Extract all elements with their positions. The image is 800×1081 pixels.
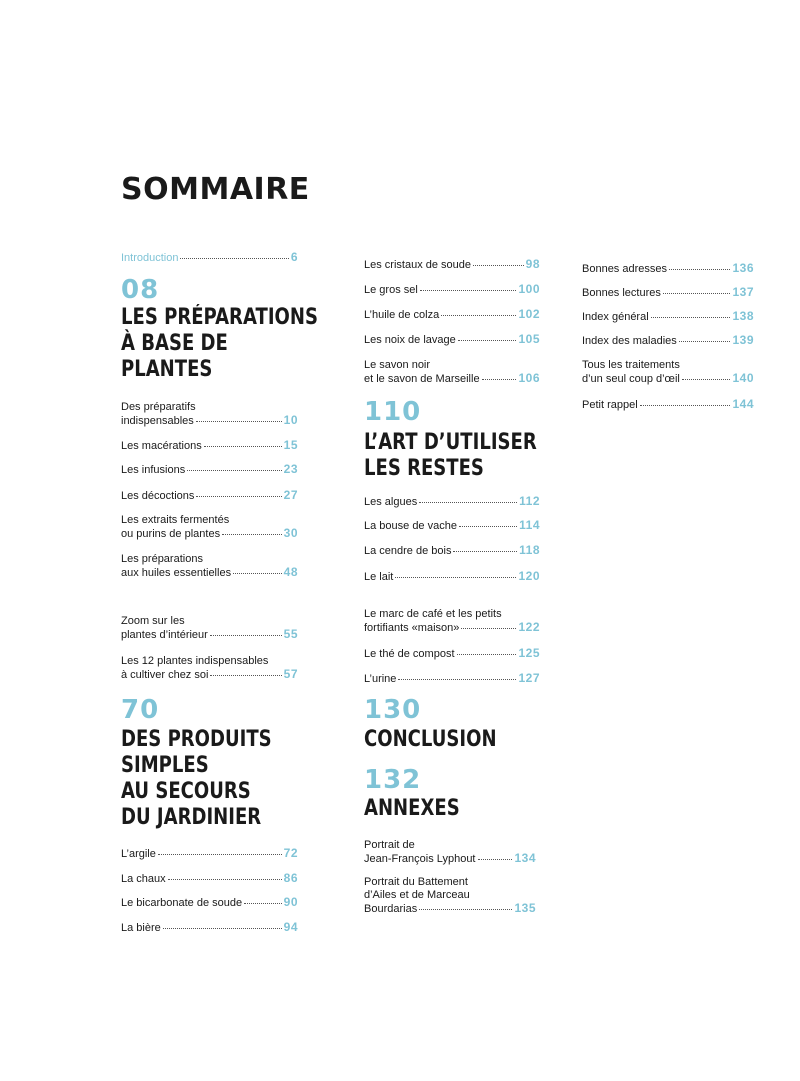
- toc-entry[interactable]: [121, 463, 298, 477]
- toc-entry[interactable]: [364, 876, 536, 916]
- toc-entry[interactable]: [121, 439, 298, 453]
- dot-leader: [210, 675, 281, 676]
- dot-leader: [459, 526, 517, 527]
- toc-label: La chaux: [121, 873, 166, 885]
- dot-leader: [163, 928, 282, 929]
- toc-label: Les 12 plantes indispensables: [121, 655, 269, 667]
- dot-leader: [419, 909, 512, 910]
- toc-entry[interactable]: [121, 401, 298, 428]
- toc-page: 144: [732, 397, 754, 411]
- toc-label: fortifiants «maison»: [364, 622, 460, 634]
- toc-label: L’urine: [364, 673, 397, 685]
- dot-leader: [222, 534, 282, 535]
- toc-label: d’un seul coup d’œil: [582, 373, 680, 385]
- dot-leader: [395, 577, 516, 578]
- toc-label: Le lait: [364, 571, 394, 583]
- section-number: 132: [364, 765, 422, 795]
- dot-leader: [204, 446, 282, 447]
- section-title: CONCLUSION: [364, 727, 497, 752]
- toc-label: Les cristaux de soude: [364, 259, 472, 271]
- toc-page: 55: [283, 627, 298, 641]
- toc-label: d’Ailes et de Marceau: [364, 889, 470, 901]
- toc-page: 90: [283, 895, 298, 909]
- toc-entry[interactable]: [364, 647, 540, 661]
- toc-entry[interactable]: [121, 615, 298, 642]
- dot-leader: [640, 405, 731, 406]
- toc-entry[interactable]: [364, 359, 540, 386]
- toc-label: Le bicarbonate de soude: [121, 897, 243, 909]
- dot-leader: [168, 879, 282, 880]
- toc-label: La cendre de bois: [364, 545, 452, 557]
- toc-page: 140: [732, 371, 754, 385]
- section-title-line: L’ART D’UTILISER: [364, 430, 537, 455]
- dot-leader: [158, 854, 282, 855]
- toc-entry[interactable]: [582, 398, 754, 412]
- dot-leader: [473, 265, 524, 266]
- toc-page: 86: [283, 871, 298, 885]
- section-title-line: AU SECOURS: [121, 779, 251, 804]
- dot-leader: [457, 654, 517, 655]
- section-title-line: SIMPLES: [121, 753, 209, 778]
- toc-label: Portrait de: [364, 839, 415, 851]
- dot-leader: [651, 317, 731, 318]
- toc-entry[interactable]: [364, 672, 540, 686]
- toc-page: 134: [514, 851, 536, 865]
- toc-label: L’huile de colza: [364, 309, 440, 321]
- section-title: ANNEXES: [364, 796, 460, 821]
- toc-label: Zoom sur les: [121, 615, 185, 627]
- dot-leader: [682, 379, 731, 380]
- dot-leader: [196, 496, 281, 497]
- toc-label: Les noix de lavage: [364, 334, 456, 346]
- toc-entry[interactable]: [121, 896, 298, 910]
- toc-entry[interactable]: [582, 310, 754, 324]
- toc-page: 6: [290, 250, 298, 264]
- section-title: [121, 305, 318, 383]
- toc-entry[interactable]: [364, 283, 540, 297]
- toc-entry[interactable]: [121, 872, 298, 886]
- toc-label: Jean-François Lyphout: [364, 853, 476, 865]
- toc-page: 94: [283, 920, 298, 934]
- toc-entry[interactable]: [364, 570, 540, 584]
- dot-leader: [461, 628, 516, 629]
- dot-leader: [478, 859, 513, 860]
- toc-entry[interactable]: [121, 655, 298, 682]
- dot-leader: [210, 635, 282, 636]
- toc-entry[interactable]: [364, 333, 540, 347]
- toc-label: et le savon de Marseille: [364, 373, 480, 385]
- section-title: [121, 727, 272, 831]
- dot-leader: [180, 258, 288, 259]
- toc-label: Les décoctions: [121, 490, 195, 502]
- dot-leader: [187, 470, 281, 471]
- dot-leader: [196, 421, 282, 422]
- dot-leader: [669, 269, 730, 270]
- toc-page: 106: [518, 371, 540, 385]
- toc-label: aux huiles essentielles: [121, 567, 232, 579]
- toc-label: Des préparatifs: [121, 401, 196, 413]
- toc-entry[interactable]: [364, 519, 540, 533]
- toc-page: 48: [283, 565, 298, 579]
- dot-leader: [233, 573, 282, 574]
- section-title-line: DU JARDINIER: [121, 805, 262, 830]
- toc-entry[interactable]: [121, 921, 298, 935]
- toc-page: 23: [283, 462, 298, 476]
- toc-label: ou purins de plantes: [121, 528, 221, 540]
- dot-leader: [458, 340, 517, 341]
- toc-label: à cultiver chez soi: [121, 669, 209, 681]
- toc-label: Les infusions: [121, 464, 186, 476]
- section-number: 08: [121, 275, 160, 305]
- toc-page: 10: [283, 413, 298, 427]
- toc-label: La bouse de vache: [364, 520, 457, 532]
- toc-entry[interactable]: [582, 359, 754, 386]
- toc-page: 112: [519, 494, 540, 508]
- toc-page: 136: [732, 261, 754, 275]
- toc-page: 98: [525, 257, 540, 271]
- toc-page: 137: [732, 285, 754, 299]
- toc-page: 127: [518, 671, 540, 685]
- toc-page: 57: [283, 667, 298, 681]
- toc-label: Petit rappel: [582, 399, 638, 411]
- toc-label: La bière: [121, 922, 161, 934]
- toc-page: 135: [514, 901, 536, 915]
- dot-leader: [679, 341, 731, 342]
- toc-label: L’argile: [121, 848, 156, 860]
- toc-page: 102: [518, 307, 540, 321]
- toc-label: Le marc de café et les petits: [364, 608, 502, 620]
- dot-leader: [441, 315, 516, 316]
- toc-entry-introduction[interactable]: [121, 251, 298, 265]
- toc-label: Les extraits fermentés: [121, 514, 230, 526]
- toc-label: Les préparations: [121, 553, 203, 565]
- toc-page: 27: [283, 488, 298, 502]
- toc-entry[interactable]: [364, 495, 540, 509]
- toc-label: Bonnes lectures: [582, 287, 661, 299]
- section-title: [364, 430, 537, 482]
- toc-page: 72: [283, 846, 298, 860]
- section-number: 110: [364, 397, 422, 427]
- toc-entry[interactable]: [364, 258, 540, 272]
- toc-page: 15: [283, 438, 298, 452]
- toc-entry[interactable]: [364, 544, 540, 558]
- toc-page: 120: [518, 569, 540, 583]
- toc-label: Les macérations: [121, 440, 202, 452]
- toc-entry[interactable]: [364, 308, 540, 322]
- dot-leader: [663, 293, 731, 294]
- toc-entry[interactable]: [364, 839, 536, 866]
- toc-page: 114: [519, 518, 540, 532]
- toc-entry[interactable]: [121, 489, 298, 503]
- toc-label: Portrait du Battement: [364, 876, 468, 888]
- toc-label: Introduction: [121, 252, 179, 264]
- toc-entry[interactable]: [121, 553, 298, 580]
- toc-page: 105: [518, 332, 540, 346]
- toc-label: Index des maladies: [582, 335, 677, 347]
- toc-label: Le gros sel: [364, 284, 418, 296]
- section-title-line: PLANTES: [121, 357, 213, 382]
- dot-leader: [453, 551, 517, 552]
- dot-leader: [482, 379, 517, 380]
- section-title-line: DES PRODUITS: [121, 727, 272, 752]
- toc-label: Le savon noir: [364, 359, 431, 371]
- toc-label: plantes d’intérieur: [121, 629, 208, 641]
- toc-label: Bonnes adresses: [582, 263, 667, 275]
- toc-label: Index général: [582, 311, 649, 323]
- section-title-line: LES PRÉPARATIONS: [121, 305, 318, 330]
- toc-entry[interactable]: [582, 286, 754, 300]
- section-number: 70: [121, 695, 160, 725]
- dot-leader: [419, 502, 517, 503]
- toc-label: indispensables: [121, 415, 194, 427]
- toc-label: Tous les traitements: [582, 359, 680, 371]
- toc-entry[interactable]: [121, 514, 298, 541]
- toc-page: 30: [283, 526, 298, 540]
- section-title-line: À BASE DE: [121, 331, 228, 356]
- toc-page: 138: [732, 309, 754, 323]
- toc-page: 139: [732, 333, 754, 347]
- toc-entry[interactable]: [364, 608, 540, 635]
- toc-entry[interactable]: [582, 334, 754, 348]
- toc-page: 125: [518, 646, 540, 660]
- toc-label: Bourdarias: [364, 903, 418, 915]
- dot-leader: [398, 679, 516, 680]
- toc-label: Les algues: [364, 496, 418, 508]
- dot-leader: [244, 903, 282, 904]
- section-title-line: LES RESTES: [364, 456, 484, 481]
- page-title: SOMMAIRE: [121, 172, 310, 207]
- section-number: 130: [364, 695, 422, 725]
- toc-page: 100: [518, 282, 540, 296]
- dot-leader: [420, 290, 517, 291]
- toc-page: 118: [519, 543, 540, 557]
- toc-entry[interactable]: [121, 847, 298, 861]
- toc-entry[interactable]: [582, 262, 754, 276]
- toc-page: 122: [518, 620, 540, 634]
- toc-label: Le thé de compost: [364, 648, 455, 660]
